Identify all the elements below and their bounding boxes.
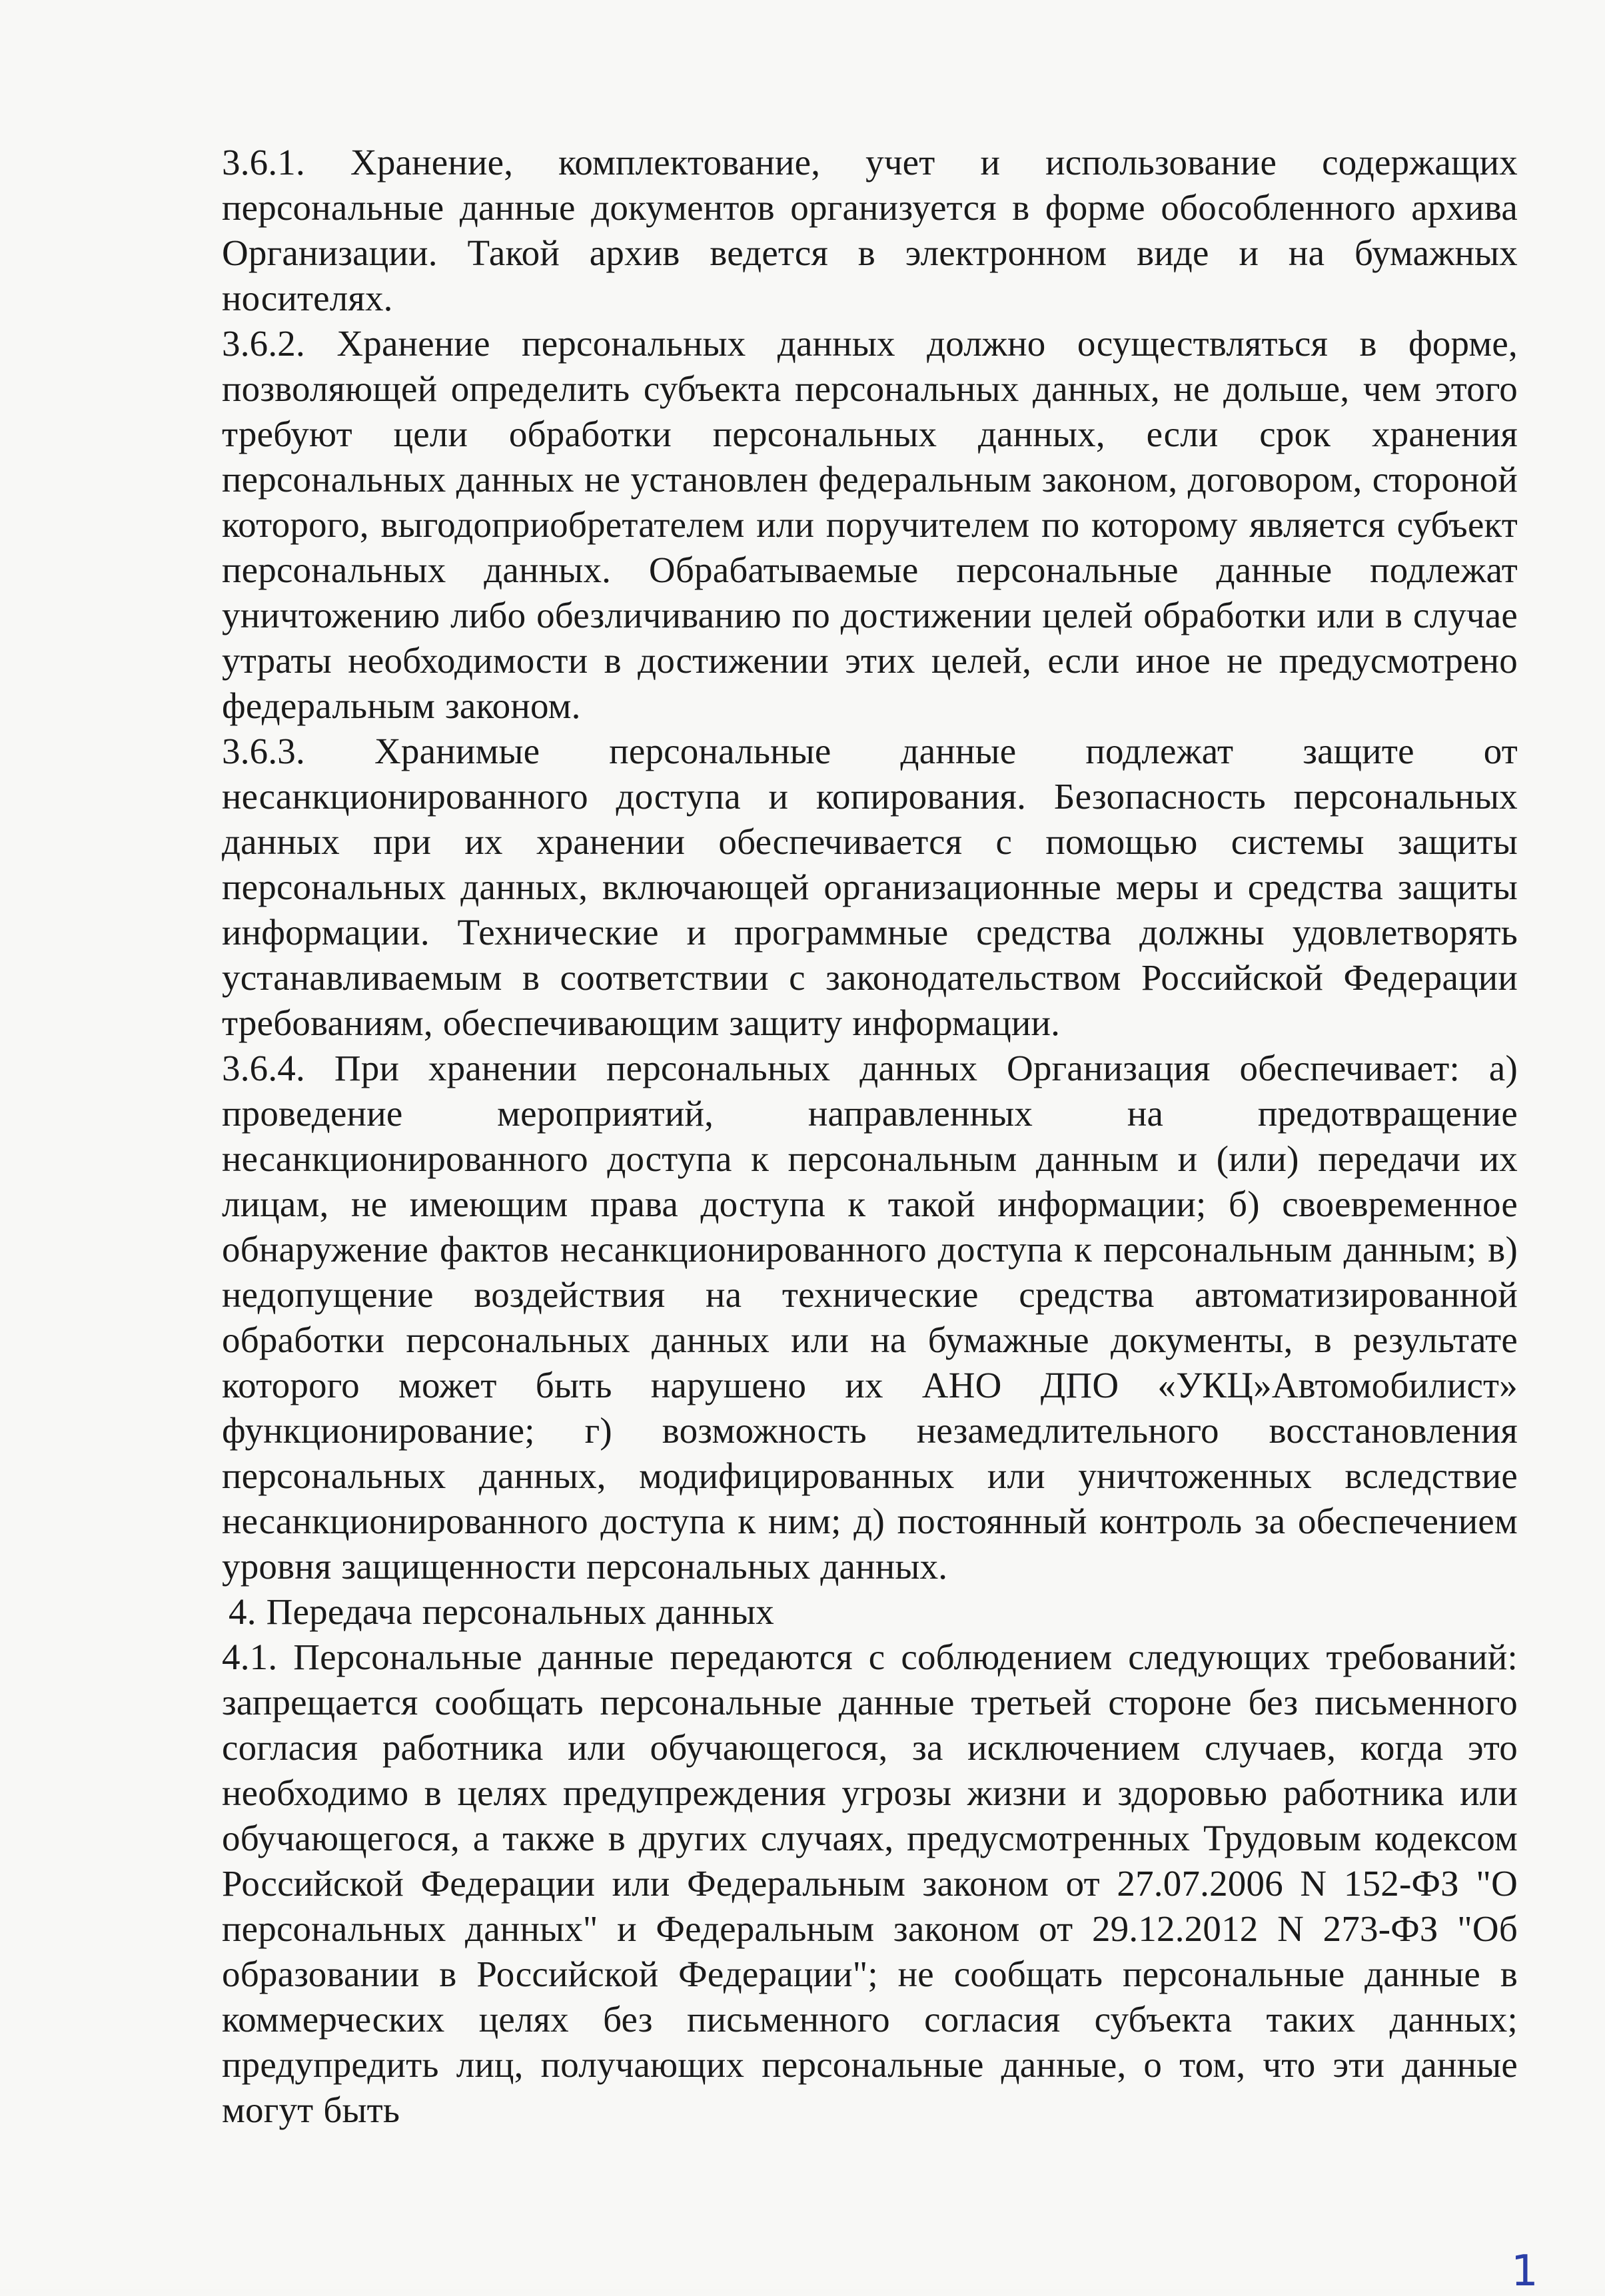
paragraph-3-6-1: 3.6.1. Хранение, комплектование, учет и использование содержащих персональные данные документов организуется в форме обособленного архива Организации. Такой архив ведется в электронном виде и на бумажных носителях. xyxy=(222,142,1518,318)
paragraph-3-6-4: 3.6.4. При хранении персональных данных Организация обеспечивает: а) проведение мероприятий, направленных на предотвращение несанкционированного доступа к персональным данным и (или) передачи их лицам, не имеющим права доступа к такой информации; б) своевременное обнаружение фактов несанкционированного доступа к персональным данным; в) недопущение воздействия на технические средства автоматизированной обработки персональных данных или на бумажные документы, в результате которого может быть нарушено их АНО ДПО «УКЦ»Автомобилист» функционирование; г) возможность незамедлительного восстановления персональных данных, модифицированных или уничтоженных вследствие несанкционированного доступа к ним; д) постоянный контроль за обеспечением уровня защищенности персональных данных. xyxy=(222,1048,1518,1587)
paragraph-3-6-3: 3.6.3. Хранимые персональные данные подлежат защите от несанкционированного доступа и копирования. Безопасность персональных данных при их хранении обеспечивается с помощью системы защиты персональных данных, включающей организационные меры и средства защиты информации. Технические и программные средства должны удовлетворять устанавливаемым в соответствии с законодательством Российской Федерации требованиям, обеспечивающим защиту информации. xyxy=(222,731,1518,1043)
document-body xyxy=(222,140,1518,2133)
paragraph-3-6-2: 3.6.2. Хранение персональных данных должно осуществляться в форме, позволяющей определить субъекта персональных данных, не дольше, чем этого требуют цели обработки персональных данных, если срок хранения персональных данных не установлен федеральным законом, договором, стороной которого, выгодоприобретателем или поручителем по которому является субъект персональных данных. Обрабатываемые персональные данные подлежат уничтожению либо обезличиванию по достижении целей обработки или в случае утраты необходимости в достижении этих целей, если иное не предусмотрено федеральным законом. xyxy=(222,323,1518,726)
paragraph-4-1: 4.1. Персональные данные передаются с соблюдением следующих требований: запрещается сообщать персональные данные третьей стороне без письменного согласия работника или обучающегося, за исключением случаев, когда это необходимо в целях предупреждения угрозы жизни и здоровью работника или обучающегося, а также в других случаях, предусмотренных Трудовым кодексом Российской Федерации или Федеральным законом от 27.07.2006 N 152-ФЗ "О персональных данных" и Федеральным законом от 29.12.2012 N 273-ФЗ "Об образовании в Российской Федерации"; не сообщать персональные данные в коммерческих целях без письменного согласия субъекта таких данных; предупредить лиц, получающих персональные данные, о том, что эти данные могут быть xyxy=(222,1637,1518,2130)
section-heading: 4. Передача персональных данных xyxy=(229,1591,774,1632)
page-number: 1 xyxy=(1511,2247,1538,2296)
